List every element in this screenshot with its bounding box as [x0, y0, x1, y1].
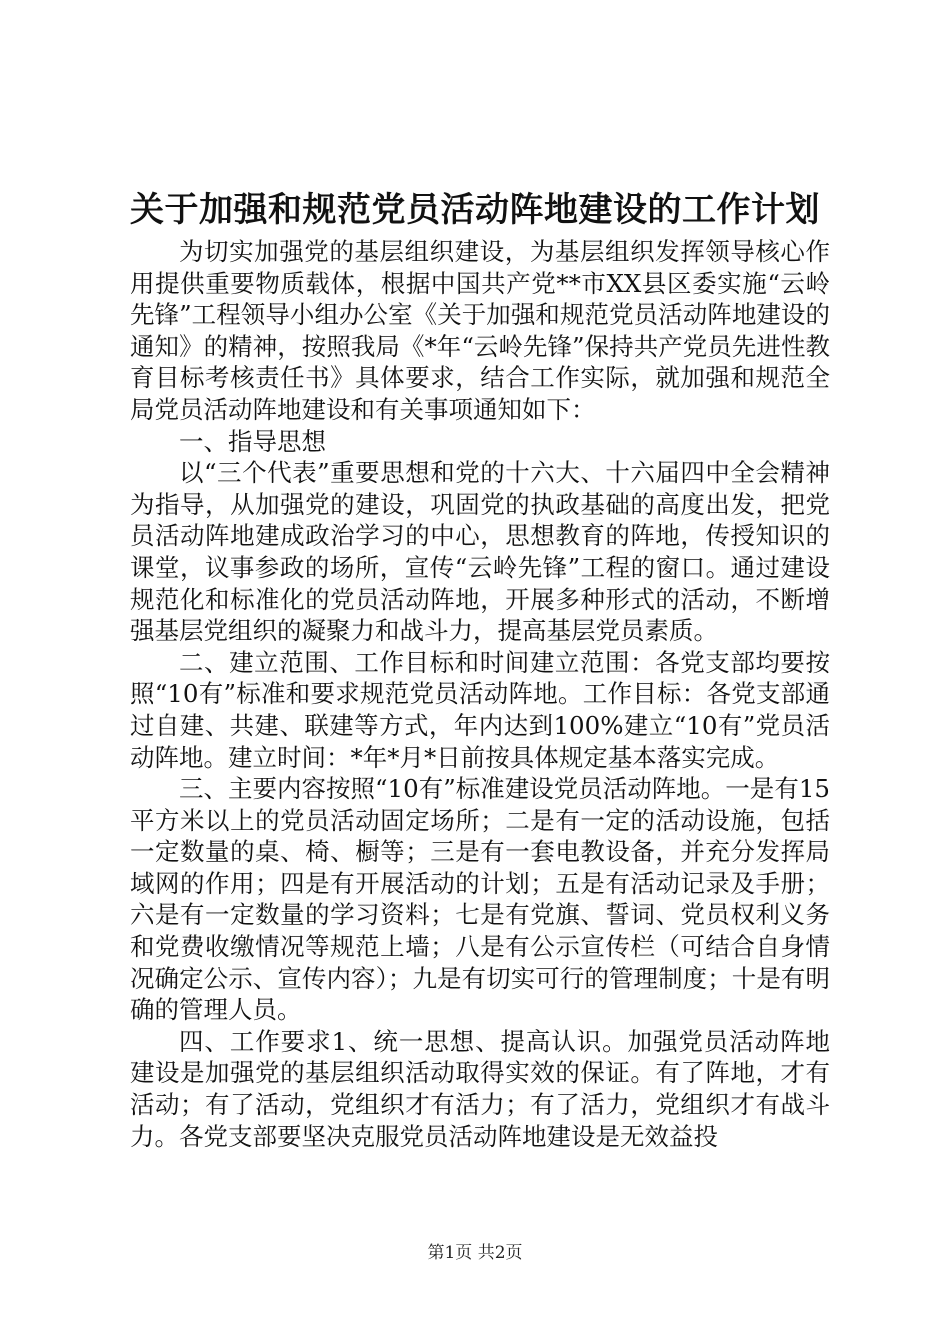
- page-number-footer: 第1页 共2页: [427, 1243, 523, 1263]
- section-heading-guiding-ideology: 一、指导思想: [179, 426, 326, 456]
- paragraph-main-content: 三、主要内容按照“10有”标准建设党员活动阵地。一是有15平方米以上的党员活动固定场所；二是有一定的活动设施，包括一定数量的桌、椅、橱等；三是有一套电教设备，并充分发挥局域网的作用；四是有开展活动的计划；五是有活动记录及手册；六是有一定数量的学习资料；七是有党旗、誓词、党员权利义务和党费收缴情况等规范上墙；八是有公示宣传栏（可结合自身情况确定公示、宣传内容）；九是有切实可行的管理制度；十是有明确的管理人员。: [130, 774, 830, 1025]
- paragraph-scope-goals-timing: 二、建立范围、工作目标和时间建立范围：各党支部均要按照“10有”标准和要求规范党员活动阵地。工作目标：各党支部通过自建、共建、联建等方式，年内达到100%建立“10有”党员活动阵地。建立时间：*年*月*日前按具体规定基本落实完成。: [130, 647, 830, 772]
- paragraph-intro: 为切实加强党的基层组织建设，为基层组织发挥领导核心作用提供重要物质载体，根据中国共产党**市XX县区委实施“云岭先锋”工程领导小组办公室《关于加强和规范党员活动阵地建设的通知》的精神，按照我局《*年“云岭先锋”保持共产党员先进性教育目标考核责任书》具体要求，结合工作实际，就加强和规范全局党员活动阵地建设和有关事项通知如下：: [130, 237, 830, 424]
- document-title: 关于加强和规范党员活动阵地建设的工作计划: [130, 190, 820, 230]
- paragraph-guiding-ideology: 以“三个代表”重要思想和党的十六大、十六届四中全会精神为指导，从加强党的建设，巩固党的执政基础的高度出发，把党员活动阵地建成政治学习的中心，思想教育的阵地，传授知识的课堂，议事参政的场所，宣传“云岭先锋”工程的窗口。通过建设规范化和标准化的党员活动阵地，开展多种形式的活动，不断增强基层党组织的凝聚力和战斗力，提高基层党员素质。: [130, 458, 830, 646]
- paragraph-work-requirements: 四、工作要求1、统一思想、提高认识。加强党员活动阵地建设是加强党的基层组织活动取得实效的保证。有了阵地，才有活动；有了活动，党组织才有活力；有了活力，党组织才有战斗力。各党支部要坚决克服党员活动阵地建设是无效益投: [130, 1026, 830, 1151]
- document-body: [130, 236, 830, 1152]
